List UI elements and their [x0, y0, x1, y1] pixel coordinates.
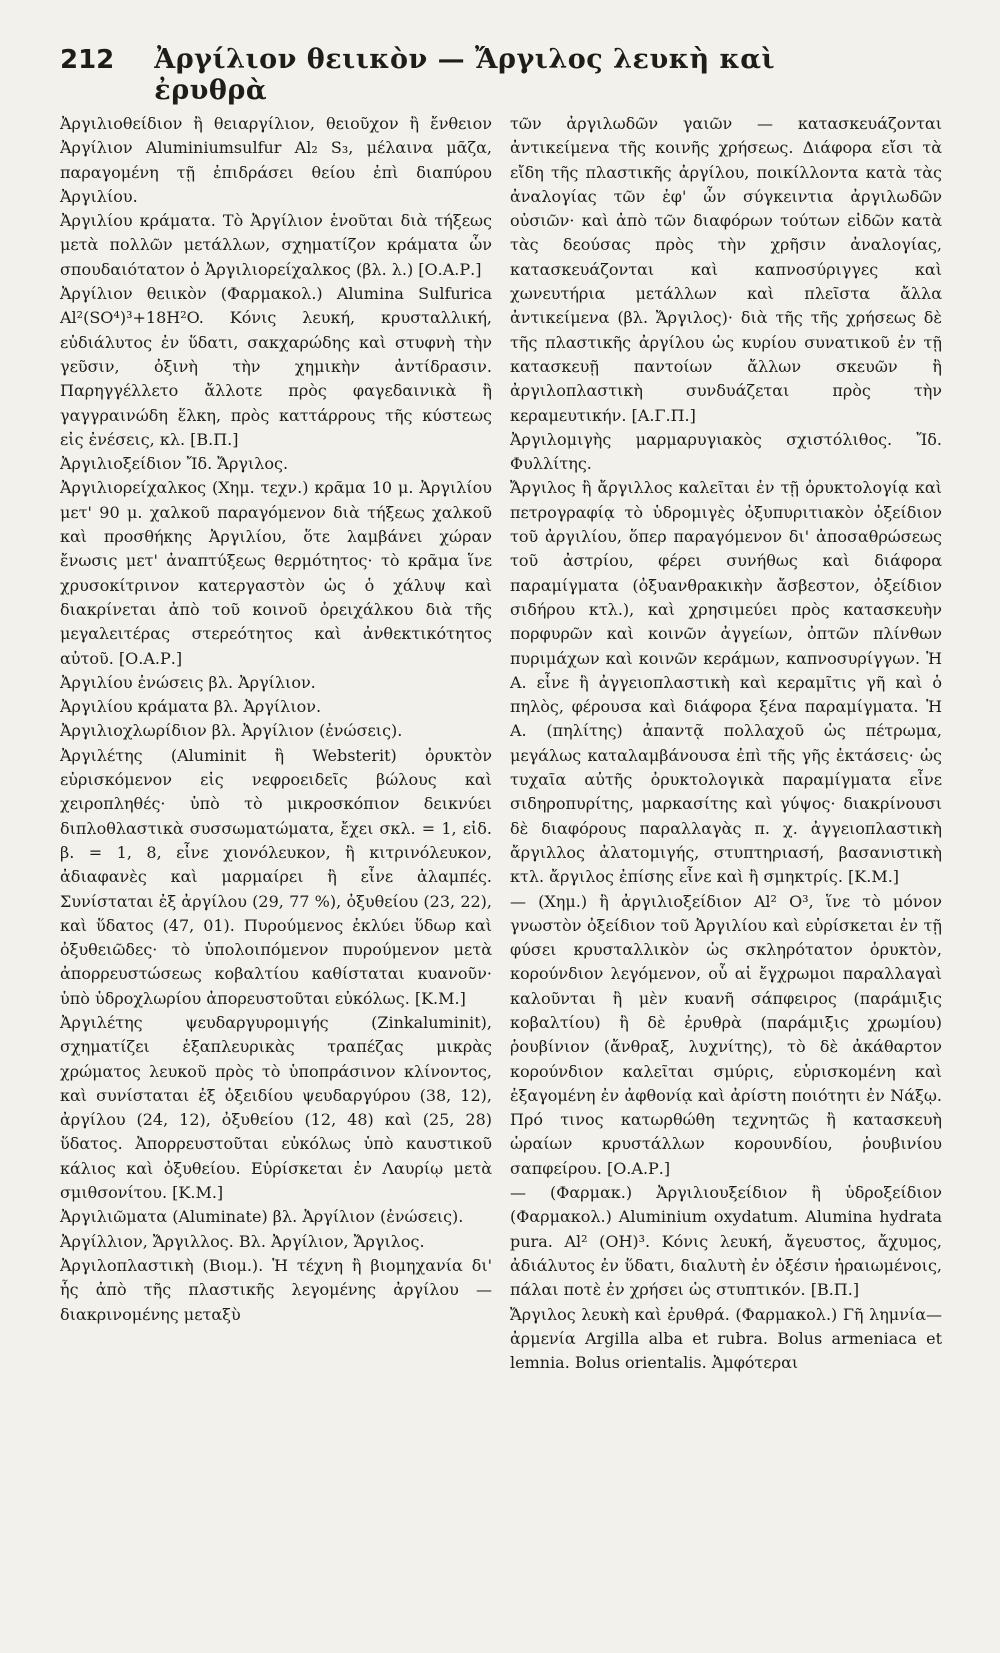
paragraph: Ἀργιλιοχλωρίδιον βλ. Ἀργίλιον (ἐνώσεις).	[60, 721, 403, 741]
paragraph: Ἀργιλοπλαστικὴ (Βιομ.). Ἡ τέχνη ἢ βιομηχανία δι' ἧς ἀπὸ τῆς πλαστικῆς λεγομένης ἀργίλου — διακρινομένης μεταξὺ	[60, 1255, 492, 1324]
running-head	[60, 44, 880, 106]
paragraph: Ἄργιλος ἢ ἄργιλλος καλεῖται ἐν τῇ ὀρυκτολογίᾳ καὶ πετρογραφίᾳ τὸ ὑδρομιγὲς ὀξυπυριτιακὸν ὀξείδιον τοῦ ἀργιλίου, ὅπερ παραγόμενον δι' ἀποσαθρώσεως τοῦ ἀστρίου, φέρει συνήθως καὶ διάφορα παραμίγματα (ὀξυανθρακικὴν ἄσβεστον, ὀξείδιον σιδήρου κτλ.), καὶ χρησιμεύει πρὸς κατασκευὴν πορφυρῶν καὶ κοινῶν ἀγγείων, ὀπτῶν πλίνθων πυριμάχων καὶ κοινῶν κεράμων, καπνοσυρίγγων. Ἡ Α. εἶνε ἢ ἀγγειοπλαστικὴ καὶ κεραμῖτις γῆ καὶ ὁ πηλὸς, φέρουσα καὶ διάφορα ξένα παραμίγματα. Ἡ Α. (πηλίτης) ἀπαντᾷ πολλαχοῦ ὡς πέτρωμα, μεγάλως καταλαμβάνουσα ἐπὶ τῆς γῆς ἐκτάσεις· ὡς τυχαῖα αὐτῆς ὀρυκτολογικὰ παραμίγματα εἶνε σιδηροπυρίτης, μαρκασίτης καὶ γύψος· διακρίνουσι δὲ διαφόρους παραλλαγὰς π. χ. ἀγγειοπλαστικὴ ἄργιλλος ἀλατομιγής, στυπτηριασή, βασανιστικὴ κτλ. ἄργιλος ἐπίσης εἶνε καὶ ἢ σμηκτρίς. [Κ.Μ.]	[510, 478, 942, 887]
paragraph: — (Χημ.) ἢ ἀργιλιοξείδιον Al² O³, ἵνε τὸ μόνον γνωστὸν ὀξείδιον τοῦ Ἀργιλίου καὶ εὑρίσκεται ἐν τῇ φύσει κρυσταλλικὸν ὡς σκληρότατον ὀρυκτὸν, κορούνδιον λεγόμενον, οὗ αἱ ἔγχρωμοι παραλλαγαὶ καλοῦνται ἢ μὲν κυανῆ σάπφειρος (παράμιξις κοβαλτίου) ἢ δὲ ἐρυθρὰ (παράμιξις χρωμίου) ῥουβίνιον (ἄνθραξ, λυχνίτης), τὸ δὲ ἀκάθαρτον κορούνδιον καλεῖται σμύρις, εὑρισκομένη καὶ ἐξαγομένη ἐν ἀφθονίᾳ καὶ ἀρίστη ποιότητι ἐν Νάξῳ. Πρό τινος κατωρθώθη τεχνητῶς ἢ κατασκευὴ ὡραίων κρυστάλλων κορουνδίου, ῥουβινίου σαπφείρου. [Ο.Α.Ρ.]	[510, 891, 942, 1178]
paragraph: Ἀργιλίου κράματα. Τὸ Ἀργίλιον ἑνοῦται διὰ τήξεως μετὰ πολλῶν μετάλλων, σχηματίζον κράματα ὧν σπουδαιότατον ὁ Ἀργιλιορείχαλκος (βλ. λ.) [Ο.Α.Ρ.]	[60, 211, 492, 279]
paragraph: Ἀργιλιοξείδιον Ἴδ. Ἄργιλος.	[60, 454, 289, 474]
page-number: 212	[60, 45, 115, 75]
paragraph: Ἀργιλιοθείδιον ἢ θειαργίλιον, θειοῦχον ἢ ἔνθειον Ἀργίλιον Aluminiumsulfur Al₂ S₃, μέλαινα μᾶζα, παραγομένη τῇ ἐπιδράσει θείου ἐπὶ διαπύρου Ἀργιλίου.	[60, 114, 492, 206]
paragraph: Ἀργιλιορείχαλκος (Χημ. τεχν.) κρᾶμα 10 μ. Ἀργιλίου μετ' 90 μ. χαλκοῦ παραγόμενον διὰ τήξεως χαλκοῦ καὶ προσθήκης Ἀργιλίου, ὅτε λαμβάνει χώραν ἔνωσις μετ' ἀναπτύξεως θερμότητος· τὸ κρᾶμα ἵνε χρυσοκίτρινον κατεργαστὸν ὡς ὁ χάλυψ καὶ διακρίνεται ἀπὸ τοῦ κοινοῦ ὀρειχάλκου διὰ τῆς μεγαλειτέρας στερεότητος καὶ ἀνθεκτικότητος αὐτοῦ. [Ο.Α.Ρ.]	[60, 478, 492, 668]
paragraph: Ἀργίλιον θειικὸν (Φαρμακολ.) Alumina Sulfurica Al²(SO⁴)³+18H²O. Κόνις λευκή, κρυσταλλική, εὐδιάλυτος ἐν ὕδατι, σακχαρώδης καὶ στυφνὴ τὴν γεῦσιν, ὀξινὴ τὴν χημικὴν ἀντίδρασιν. Παρηγγέλλετο ἄλλοτε πρὸς φαγεδαινικὰ ἢ γαγγραινώδη ἕλκη, πρὸς καττάρρους τῆς κύστεως εἰς ἐνέσεις, κλ. [Β.Π.]	[60, 284, 492, 449]
paragraph: Ἀργιλέτης ψευδαργυρομιγής (Zinkaluminit), σχηματίζει ἑξαπλευρικὰς τραπέζας μικρὰς χρώματος λευκοῦ πρὸς τὸ ὑποπράσινον κλίνοντος, καὶ συνίσταται ἐξ ὀξειδίου ψευδαργύρου (38, 12), ἀργίλου (24, 12), ὀξυθείου (12, 48) καὶ (25, 28) ὕδατος. Ἀπορρευστοῦται εὐκόλως ὑπὸ καυστικοῦ κάλιος καὶ ὀξυθείου. Εὑρίσκεται ἐν Λαυρίῳ μετὰ σμιθσονίτου. [Κ.Μ.]	[60, 1012, 492, 1203]
paragraph: Ἀργίλλιον, Ἄργιλλος. Βλ. Ἀργίλιον, Ἄργιλος.	[60, 1231, 425, 1251]
left-column	[60, 112, 492, 1327]
paragraph: Ἄργιλος λευκὴ καὶ ἐρυθρά. (Φαρμακολ.) Γῆ λημνία—ἀρμενία Argilla alba et rubra. Bolus armeniaca et lemnia. Bolus orientalis. Ἀμφότεραι	[510, 1304, 942, 1373]
right-column	[510, 112, 942, 1375]
paragraph: — (Φαρμακ.) Ἀργιλιουξείδιον ἢ ὑδροξείδιον (Φαρμακολ.) Aluminium oxydatum. Alumina hydrata pura. Al² (OH)³. Κόνις λευκή, ἄγευστος, ἄχυμος, ἀδιάλυτος ἐν ὕδατι, διαλυτὴ ἐν ὀξέσιν ἠραιωμένοις, πάλαι ποτὲ ἐν χρήσει ὡς στυπτικόν. [Β.Π.]	[510, 1183, 942, 1300]
paragraph: Ἀργιλίου κράματα βλ. Ἀργίλιον.	[60, 697, 322, 717]
running-title: Ἀργίλιον θειικὸν — Ἄργιλος λευκὴ καὶ ἐρυθρὰ	[154, 44, 776, 106]
paragraph: Ἀργιλίου ἐνώσεις βλ. Ἀργίλιον.	[60, 672, 316, 692]
paragraph: τῶν ἀργιλωδῶν γαιῶν — κατασκευάζονται ἀντικείμενα τῆς κοινῆς χρήσεως. Διάφορα εἴσι τὰ εἴδη τῆς πλαστικῆς ἀργίλου, ποικίλλοντα κατὰ τὰς ἀναλογίας τῶν ἐφ' ὧν σύγκειντια ἀργιλωδῶν οὐσιῶν· καὶ ἀπὸ τῶν διαφόρων τούτων εἰδῶν κατὰ τὰς δεούσας πρὸς τὴν χρῆσιν ἀναλογίας, κατασκευάζονται καὶ καπνοσύριγγες καὶ χωνευτήρια μετάλλων καὶ πλεῖστα ἄλλα ἀντικείμενα (βλ. Ἄργιλος)· διὰ τῆς τῆς χρήσεως δὲ τῆς πλαστικῆς ἀργίλου ὡς κυρίου συνατικοῦ ἐν τῇ κατασκευῇ παντοίων ἄλλων σκευῶν ἢ ἀργιλοπλαστικὴ συνδυάζεται πρὸς τὴν κεραμευτικήν. [Α.Γ.Π.]	[510, 114, 942, 425]
paragraph: Ἀργιλέτης (Aluminit ἢ Websterit) ὀρυκτὸν εὑρισκόμενον εἰς νεφροειδεῖς βώλους καὶ χειροπληθές· ὑπὸ τὸ μικροσκόπιον δεικνύει διπλοθλαστικὰ συσσωματώματα, ἔχει σκλ. = 1, εἰδ. β. = 1, 8, εἶνε χιονόλευκον, ἢ κιτρινόλευκον, ἀδιαφανὲς καὶ μαρμαίρει ἢ εἶνε ἀλαμπές. Συνίσταται ἐξ ἀργίλου (29, 77 %), ὀξυθείου (23, 22), καὶ ὕδατος (47, 01). Πυρούμενος ἐκλύει ὕδωρ καὶ ὀξυθειῶδες· τὸ ὑπολοιπόμενον πυρούμενον μετὰ ἀπορρευστώσεως κοβαλτίου καθίσταται κυανοῦν· ὑπὸ ὑδροχλωρίου ἀπορευστοῦται εὐκόλως. [Κ.Μ.]	[60, 745, 492, 1008]
paragraph: Ἀργιλομιγὴς μαρμαρυγιακὸς σχιστόλιθος. Ἴδ. Φυλλίτης.	[510, 429, 942, 474]
paragraph: Ἀργιλιῶματα (Aluminate) βλ. Ἀργίλιον (ἐνώσεις).	[60, 1207, 464, 1227]
